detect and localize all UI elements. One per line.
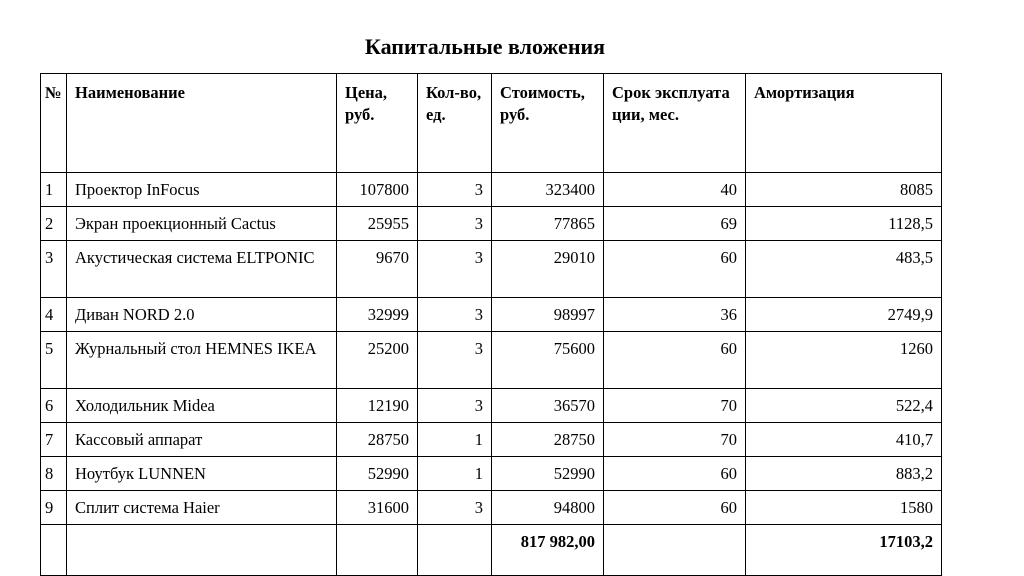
row-amort: 522,4 bbox=[746, 389, 942, 423]
totals-empty-name bbox=[67, 525, 337, 576]
totals-amort: 17103,2 bbox=[746, 525, 942, 576]
header-price: Цена, руб. bbox=[337, 74, 418, 173]
row-amort: 483,5 bbox=[746, 241, 942, 298]
row-price: 25200 bbox=[337, 332, 418, 389]
row-term: 60 bbox=[604, 491, 746, 525]
header-num: № bbox=[41, 74, 67, 173]
row-cost: 77865 bbox=[492, 207, 604, 241]
row-amort: 8085 bbox=[746, 173, 942, 207]
table-row bbox=[41, 332, 942, 389]
header-name: Наименование bbox=[67, 74, 337, 173]
totals-row bbox=[41, 525, 942, 576]
row-term: 60 bbox=[604, 457, 746, 491]
row-name: Диван NORD 2.0 bbox=[67, 298, 337, 332]
row-cost: 94800 bbox=[492, 491, 604, 525]
row-qty: 3 bbox=[418, 173, 492, 207]
row-amort: 883,2 bbox=[746, 457, 942, 491]
row-qty: 3 bbox=[418, 241, 492, 298]
row-name: Журнальный стол HEMNES IKEA bbox=[67, 332, 337, 389]
row-amort: 1128,5 bbox=[746, 207, 942, 241]
row-name: Кассовый аппарат bbox=[67, 423, 337, 457]
row-term: 70 bbox=[604, 389, 746, 423]
row-name: Акустическая система ELTPONIC bbox=[67, 241, 337, 298]
table-row bbox=[41, 423, 942, 457]
row-cost: 29010 bbox=[492, 241, 604, 298]
row-price: 32999 bbox=[337, 298, 418, 332]
row-num: 6 bbox=[41, 389, 67, 423]
row-qty: 3 bbox=[418, 207, 492, 241]
row-num: 4 bbox=[41, 298, 67, 332]
row-name: Сплит система Haier bbox=[67, 491, 337, 525]
header-amort: Амортизация bbox=[746, 74, 942, 173]
row-cost: 75600 bbox=[492, 332, 604, 389]
totals-cost: 817 982,00 bbox=[492, 525, 604, 576]
row-qty: 1 bbox=[418, 423, 492, 457]
row-amort: 1260 bbox=[746, 332, 942, 389]
row-amort: 2749,9 bbox=[746, 298, 942, 332]
row-qty: 3 bbox=[418, 298, 492, 332]
totals-empty-num bbox=[41, 525, 67, 576]
header-qty: Кол-во, ед. bbox=[418, 74, 492, 173]
row-num: 9 bbox=[41, 491, 67, 525]
row-name: Холодильник Midea bbox=[67, 389, 337, 423]
header-cost: Стоимость, руб. bbox=[492, 74, 604, 173]
row-cost: 323400 bbox=[492, 173, 604, 207]
totals-empty-price bbox=[337, 525, 418, 576]
row-amort: 410,7 bbox=[746, 423, 942, 457]
table-row bbox=[41, 389, 942, 423]
row-term: 60 bbox=[604, 332, 746, 389]
row-price: 12190 bbox=[337, 389, 418, 423]
table-row bbox=[41, 173, 942, 207]
row-term: 40 bbox=[604, 173, 746, 207]
row-num: 8 bbox=[41, 457, 67, 491]
row-term: 60 bbox=[604, 241, 746, 298]
header-row bbox=[41, 74, 942, 173]
row-price: 52990 bbox=[337, 457, 418, 491]
row-cost: 52990 bbox=[492, 457, 604, 491]
header-term: Срок эксплуатации, мес. bbox=[604, 74, 746, 173]
row-price: 25955 bbox=[337, 207, 418, 241]
row-price: 107800 bbox=[337, 173, 418, 207]
table-row bbox=[41, 491, 942, 525]
row-price: 28750 bbox=[337, 423, 418, 457]
row-name: Проектор InFocus bbox=[67, 173, 337, 207]
row-num: 5 bbox=[41, 332, 67, 389]
row-term: 70 bbox=[604, 423, 746, 457]
row-price: 9670 bbox=[337, 241, 418, 298]
table-row bbox=[41, 298, 942, 332]
totals-empty-qty bbox=[418, 525, 492, 576]
document-title: Капитальные вложения bbox=[364, 34, 606, 59]
row-amort: 1580 bbox=[746, 491, 942, 525]
row-num: 7 bbox=[41, 423, 67, 457]
row-num: 3 bbox=[41, 241, 67, 298]
row-price: 31600 bbox=[337, 491, 418, 525]
row-term: 36 bbox=[604, 298, 746, 332]
table-row bbox=[41, 241, 942, 298]
row-qty: 3 bbox=[418, 491, 492, 525]
row-cost: 28750 bbox=[492, 423, 604, 457]
row-num: 1 bbox=[41, 173, 67, 207]
row-name: Ноутбук LUNNEN bbox=[67, 457, 337, 491]
capital-investments-table bbox=[40, 73, 942, 576]
row-qty: 1 bbox=[418, 457, 492, 491]
row-qty: 3 bbox=[418, 389, 492, 423]
row-name: Экран проекционный Cactus bbox=[67, 207, 337, 241]
table-row bbox=[41, 207, 942, 241]
row-cost: 98997 bbox=[492, 298, 604, 332]
row-term: 69 bbox=[604, 207, 746, 241]
totals-empty-term bbox=[604, 525, 746, 576]
row-num: 2 bbox=[41, 207, 67, 241]
row-qty: 3 bbox=[418, 332, 492, 389]
table-row bbox=[41, 457, 942, 491]
row-cost: 36570 bbox=[492, 389, 604, 423]
